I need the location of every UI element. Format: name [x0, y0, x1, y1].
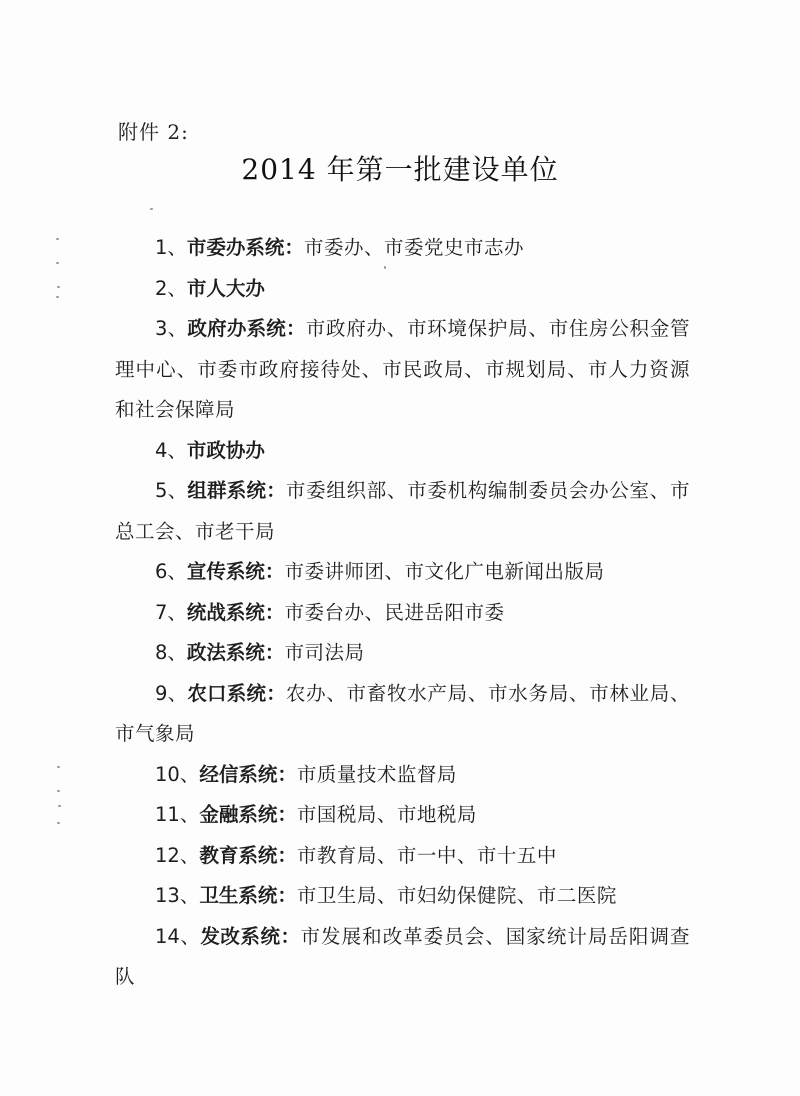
item-heading: 统战系统：	[186, 600, 285, 624]
item-heading: 发改系统：	[200, 924, 301, 948]
item-number: 8、	[155, 641, 187, 664]
item-heading: 卫生系统：	[199, 884, 297, 907]
list-item	[115, 755, 690, 796]
item-units: 市国税局、市地税局	[296, 803, 477, 826]
item-number: 4、	[155, 438, 187, 462]
attachment-label: 附件 2:	[118, 120, 189, 144]
item-heading: 政法系统：	[186, 641, 285, 664]
list-item	[115, 917, 690, 998]
item-number: 12、	[155, 843, 200, 867]
list-item	[115, 876, 690, 917]
list-item	[115, 552, 690, 593]
item-units: 市卫生局、市妇幼保健院、市二医院	[296, 884, 617, 907]
item-heading: 市委办系统：	[186, 236, 304, 259]
list-item	[115, 309, 690, 431]
item-number: 1、	[155, 236, 187, 259]
list-item	[115, 593, 690, 634]
list-item	[115, 228, 690, 269]
item-number: 14、	[155, 924, 201, 948]
item-units: 市司法局	[284, 641, 365, 664]
item-units: 市委组织部、市委机构编制委员会办公室、市总工会、市老干局	[115, 479, 690, 543]
item-number: 2、	[155, 276, 187, 300]
item-number: 11、	[155, 803, 200, 826]
list-item	[115, 269, 690, 310]
item-heading: 经信系统：	[199, 762, 297, 786]
item-number: 13、	[155, 884, 200, 907]
item-heading: 政府办系统：	[187, 317, 306, 340]
list-item	[115, 431, 690, 472]
list-item	[115, 836, 690, 877]
list-item	[115, 471, 690, 552]
item-units: 市委讲师团、市文化广电新闻出版局	[284, 560, 605, 583]
item-units: 市委台办、民进岳阳市委	[284, 600, 505, 624]
item-number: 10、	[155, 762, 200, 786]
item-heading: 宣传系统：	[186, 560, 285, 583]
item-number: 5、	[155, 479, 188, 502]
item-units: 市政府办、市环境保护局、市住房公积金管理中心、市委市政府接待处、市民政局、市规划局、市人力资源和社会保障局	[115, 317, 690, 421]
list-item	[115, 795, 690, 836]
item-number: 9、	[155, 681, 188, 705]
item-units: 市质量技术监督局	[296, 762, 457, 786]
item-heading: 农口系统：	[187, 681, 286, 705]
item-number: 7、	[155, 600, 187, 624]
item-heading: 组群系统：	[187, 479, 286, 502]
item-units: 农办、市畜牧水产局、市水务局、市林业局、市气象局	[115, 681, 690, 745]
document-title: 2014 年第一批建设单位	[241, 153, 559, 186]
item-units: 市委办、市委党史市志办	[303, 236, 524, 259]
item-number: 6、	[155, 560, 187, 583]
item-number: 3、	[155, 317, 188, 340]
item-heading: 市人大办	[186, 276, 265, 300]
item-heading: 教育系统：	[199, 843, 297, 867]
list-item	[115, 633, 690, 674]
list-item	[115, 674, 690, 755]
unit-list	[115, 228, 690, 998]
item-heading: 市政协办	[186, 438, 265, 462]
item-units: 市发展和改革委员会、国家统计局岳阳调查队	[115, 924, 690, 988]
item-units: 市教育局、市一中、市十五中	[296, 843, 557, 867]
item-heading: 金融系统：	[199, 803, 297, 826]
